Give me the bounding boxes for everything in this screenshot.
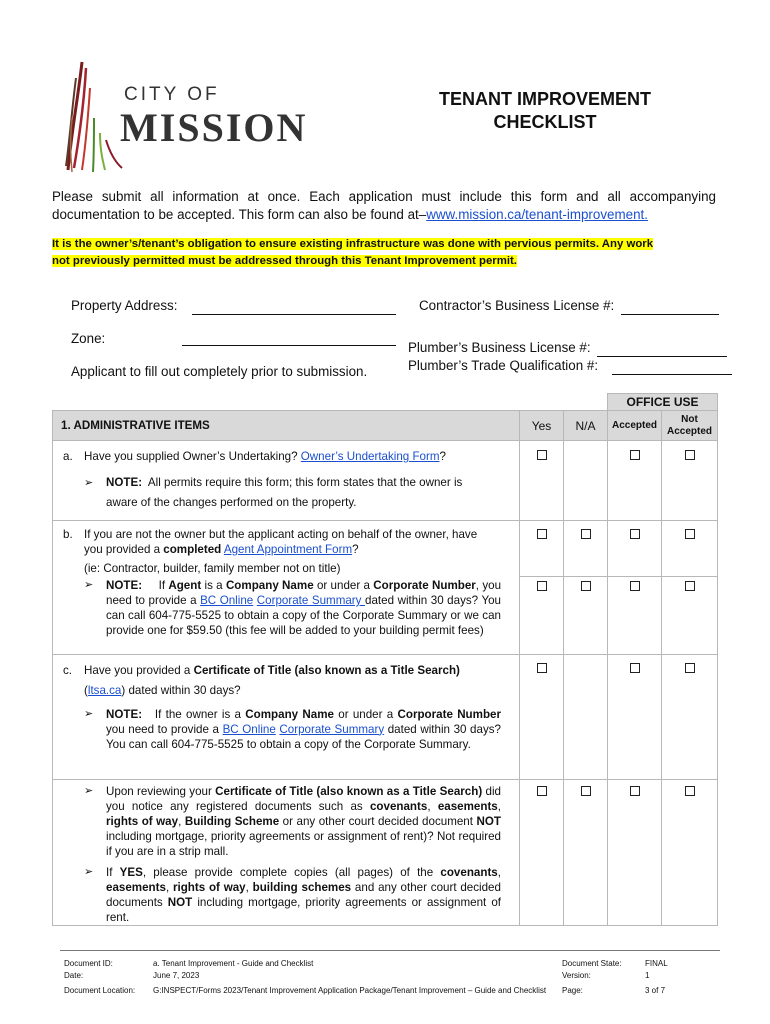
logo-line1: CITY OF: [124, 84, 220, 105]
date-label: Date:: [64, 971, 84, 980]
item-b-note-cell: ➢ NOTE: If Agent is a Company Name or under a Corporate Number, you need to provide a BC Online Corporate Summary dated within 30 days? You can call 604-775-5525 to obtain a copy of the Corporate Summary or we can provide one for $59.50 (this fee will be added to your building permit fees): [53, 576, 520, 654]
table-row: [53, 779, 718, 925]
property-address-field[interactable]: [192, 298, 396, 315]
table-row: [53, 576, 718, 654]
item-d-accepted-checkbox[interactable]: [630, 786, 640, 796]
col-not-accepted: Not Accepted: [662, 411, 718, 441]
zone-label: Zone:: [71, 331, 106, 346]
location: G:INSPECT/Forms 2023/Tenant Improvement Application Package/Tenant Improvement – Guide and Checklist: [153, 986, 547, 995]
zone-field[interactable]: [182, 329, 396, 346]
corporate-summary-link-2[interactable]: Corporate Summary: [279, 722, 385, 736]
city-logo: [60, 58, 350, 178]
arrow-icon: ➢: [84, 865, 94, 878]
version-label: Version:: [562, 971, 591, 980]
item-b-note-na-checkbox[interactable]: [581, 581, 591, 591]
agent-appointment-link[interactable]: Agent Appointment Form: [223, 543, 353, 556]
item-d-not-accepted-checkbox[interactable]: [685, 786, 695, 796]
item-c-not-accepted-checkbox[interactable]: [685, 663, 695, 673]
arrow-icon: ➢: [84, 579, 94, 591]
title-line2: CHECKLIST: [493, 112, 597, 132]
document-footer: [60, 950, 720, 1001]
section-title: 1. ADMINISTRATIVE ITEMS: [53, 411, 520, 441]
page-number: 3 of 7: [645, 986, 666, 995]
item-a-cell: a. Have you supplied Owner’s Undertaking? Owner’s Undertaking Form? ➢ NOTE: All permits require this form; this form states that the owner is aware of the changes performed on the property.: [53, 441, 520, 521]
item-b-cell: b. If you are not the owner but the applicant acting on behalf of the owner, have you provided a completed Agent Appointment Form? (ie: Contractor, builder, family member not on title): [53, 521, 520, 577]
warning-line2: not previously permitted must be addressed through this Tenant Improvement permit.: [52, 255, 517, 267]
item-b-yes-checkbox[interactable]: [537, 529, 547, 539]
doc-state-label: Document State:: [562, 959, 622, 968]
item-d-na-checkbox[interactable]: [581, 786, 591, 796]
doc-id: a. Tenant Improvement - Guide and Checklist: [153, 959, 314, 968]
owners-undertaking-link[interactable]: Owner’s Undertaking Form: [300, 450, 440, 463]
arrow-icon: ➢: [84, 707, 94, 720]
bc-online-link-2[interactable]: BC Online: [222, 722, 276, 736]
page-label: Page:: [562, 986, 583, 995]
item-b-note-yes-checkbox[interactable]: [537, 581, 547, 591]
warning-notice: [52, 236, 732, 270]
intro-dash: –: [418, 207, 427, 222]
intro-text: Please submit all information at once. Each application must include this form and all accompanying documentation to be accepted. This form can also be found at: [52, 189, 716, 222]
item-b-not-accepted-checkbox[interactable]: [685, 529, 695, 539]
table-row: [53, 521, 718, 577]
intro-paragraph: [52, 188, 716, 224]
table-row: [53, 441, 718, 521]
contractor-license-label: Contractor’s Business License #:: [419, 298, 615, 313]
office-use-header: OFFICE USE: [608, 394, 718, 411]
col-na: N/A: [564, 411, 608, 441]
item-b-note-accepted-checkbox[interactable]: [630, 581, 640, 591]
tenant-improvement-link[interactable]: www.mission.ca/tenant-improvement.: [426, 207, 648, 222]
arrow-icon: ➢: [84, 784, 94, 797]
contractor-license-field[interactable]: [621, 298, 719, 315]
item-c-yes-checkbox[interactable]: [537, 663, 547, 673]
item-a-not-accepted-checkbox[interactable]: [685, 450, 695, 460]
item-c-cell: c. Have you provided a Certificate of Title (also known as a Title Search) (ltsa.ca) dated within 30 days? ➢ NOTE: If the owner is a Company Name or under a Corporate Number you need to provide a BC Online Corporate Summary dated within 30 days? You can call 604-775-5525 to obtain a copy of the Corporate Summary.: [53, 654, 520, 779]
logo-line2: MISSION: [120, 105, 308, 150]
plumber-license-label: Plumber’s Business License #:: [408, 340, 591, 355]
item-b-accepted-checkbox[interactable]: [630, 529, 640, 539]
item-a-yes-checkbox[interactable]: [537, 450, 547, 460]
item-c-accepted-checkbox[interactable]: [630, 663, 640, 673]
location-label: Document Location:: [64, 986, 136, 995]
plumber-license-field[interactable]: [597, 340, 727, 357]
doc-state: FINAL: [645, 959, 668, 968]
col-accepted: Accepted: [608, 411, 662, 441]
plumber-qual-label: Plumber’s Trade Qualification #:: [408, 358, 599, 373]
bc-online-link[interactable]: BC Online: [200, 594, 254, 607]
corporate-summary-link[interactable]: Corporate Summary: [256, 594, 366, 607]
checklist-table: [52, 393, 718, 926]
arrow-icon: ➢: [84, 477, 94, 489]
title-line1: TENANT IMPROVEMENT: [438, 89, 651, 109]
item-d-cell: ➢ Upon reviewing your Certificate of Title (also known as a Title Search) did you notice any registered documents such as covenants, easements, rights of way, Building Scheme or any other court decided document NOT including mortgage, priority agreements or assignment of rent)? Not required if you are in a strip mall. ➢ If YES, please provide complete copies (all pages) of the covenants, easements, rights of way, building schemes and any other court decided documents NOT including mortgage, priority agreements or assignment of rent.: [53, 779, 520, 925]
item-a-accepted-checkbox[interactable]: [630, 450, 640, 460]
applicant-note: Applicant to fill out completely prior to submission.: [71, 364, 368, 379]
plumber-qual-field[interactable]: [612, 358, 732, 375]
ltsa-link[interactable]: ltsa.ca: [87, 683, 122, 697]
item-b-na-checkbox[interactable]: [581, 529, 591, 539]
item-d-yes-checkbox[interactable]: [537, 786, 547, 796]
doc-id-label: Document ID:: [64, 959, 113, 968]
page-title: [400, 88, 690, 134]
table-row: [53, 654, 718, 779]
date: June 7, 2023: [153, 971, 200, 980]
property-address-label: Property Address:: [71, 298, 178, 313]
warning-line1: It is the owner’s/tenant’s obligation to ensure existing infrastructure was done with pervious permits. Any work: [52, 238, 654, 250]
item-b-note-not-accepted-checkbox[interactable]: [685, 581, 695, 591]
version: 1: [645, 971, 650, 980]
col-yes: Yes: [520, 411, 564, 441]
